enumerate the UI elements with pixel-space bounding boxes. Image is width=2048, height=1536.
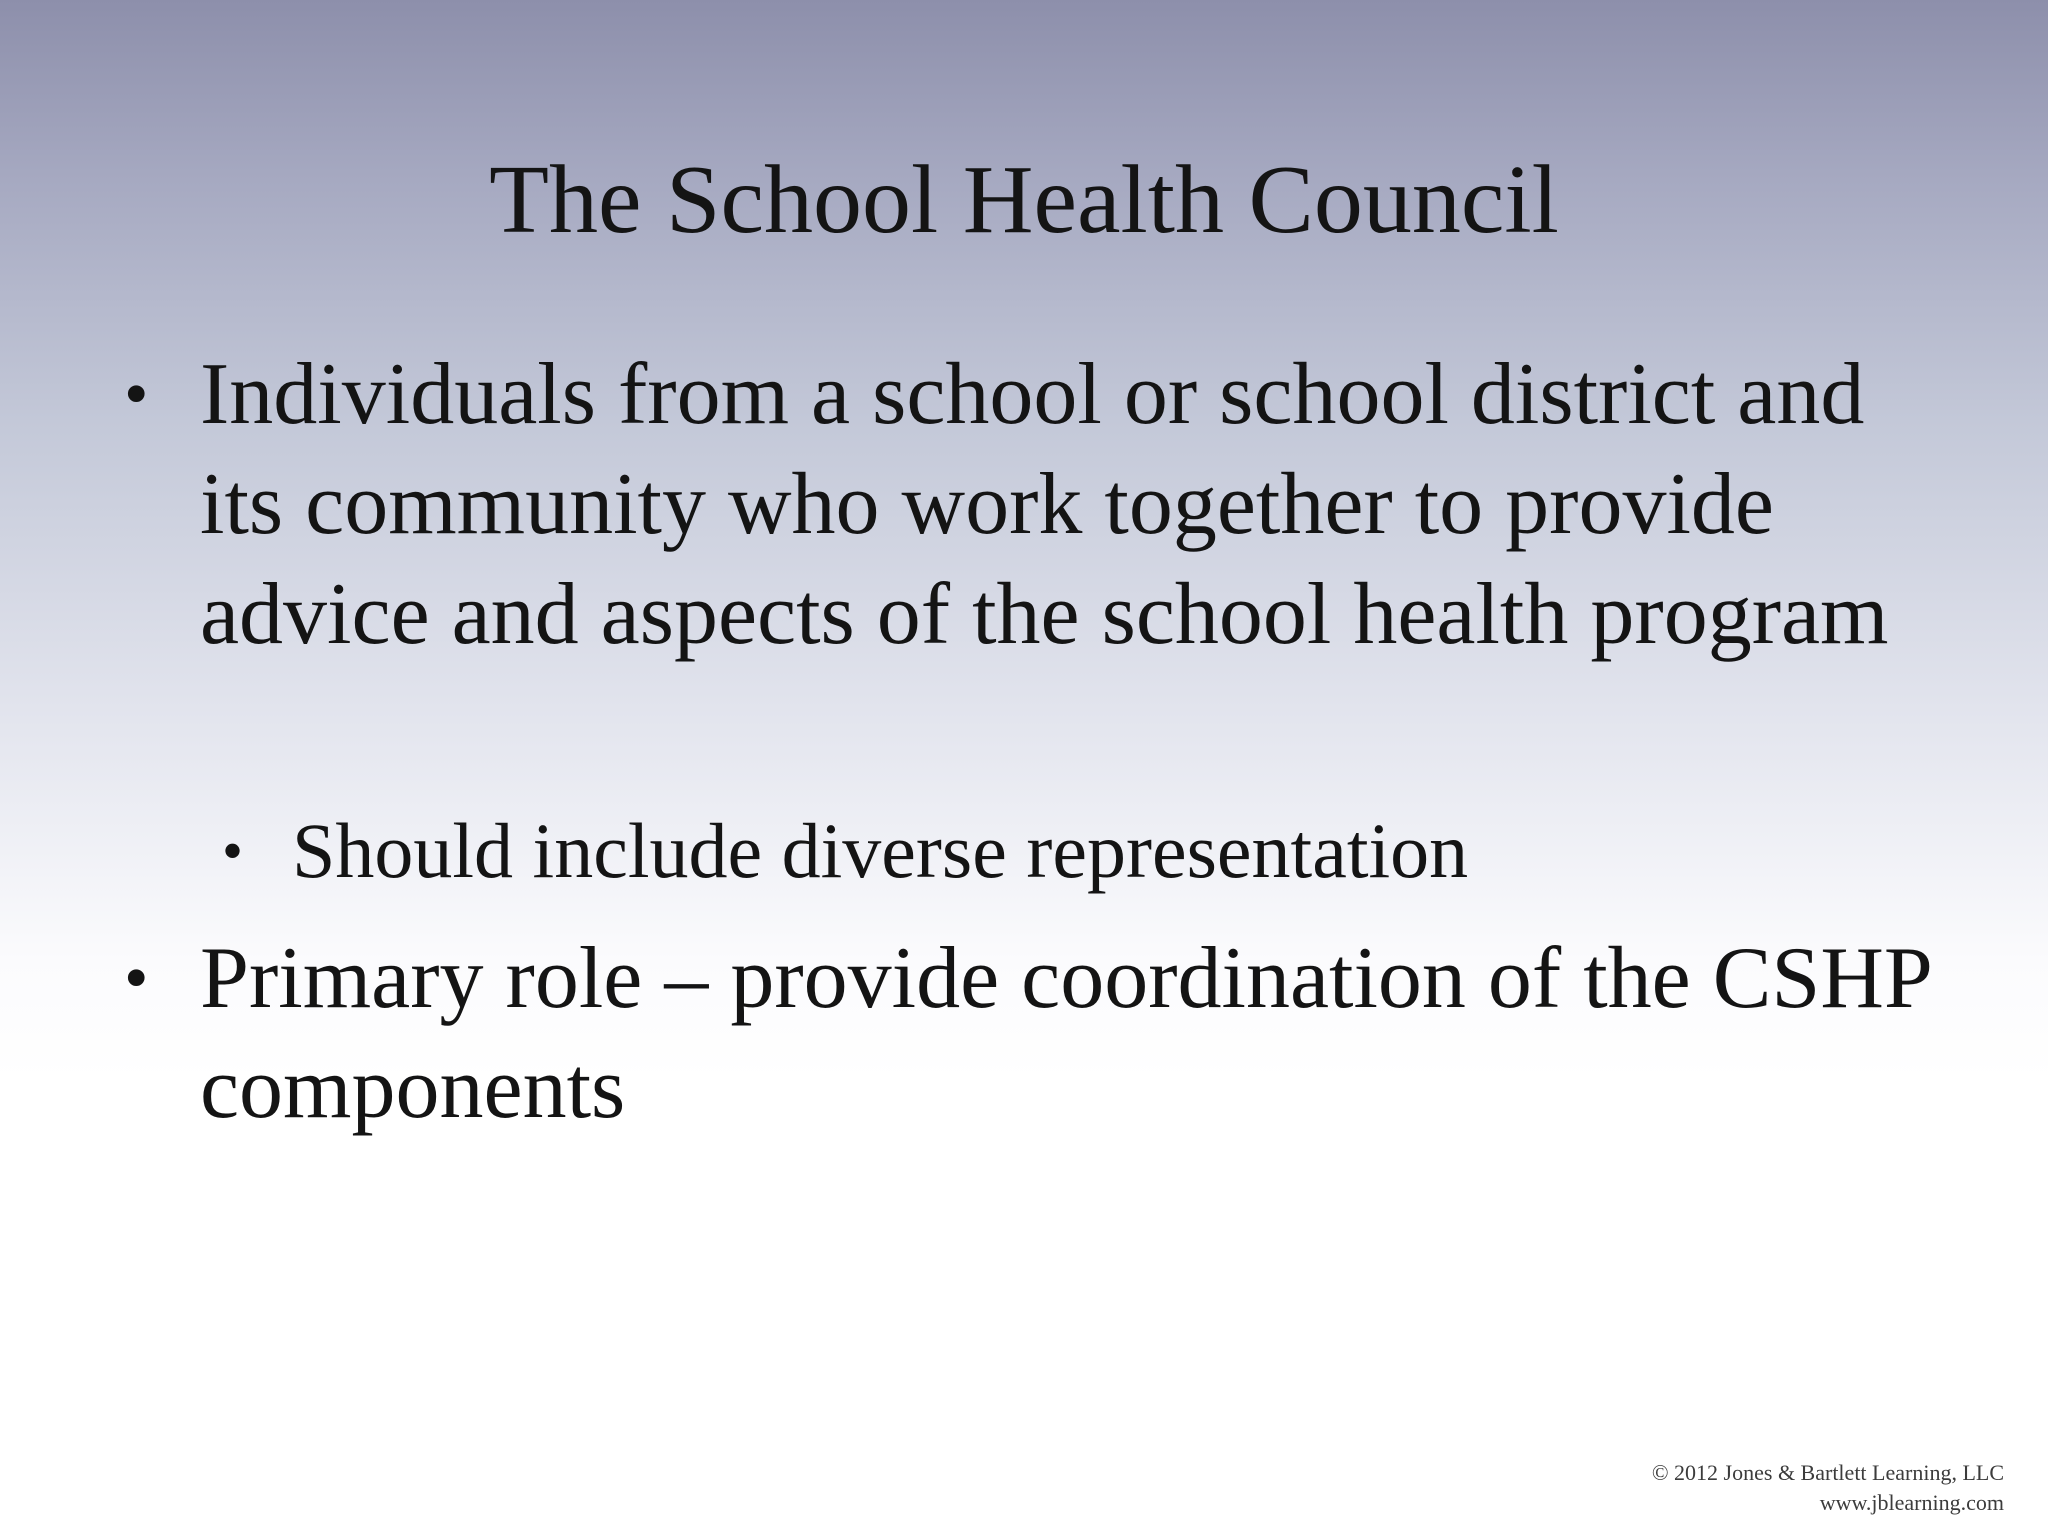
website-text: www.jblearning.com xyxy=(1819,1490,2004,1515)
bullet-item xyxy=(124,340,1960,670)
bullet-text: Primary role – provide coordination of the CSHP components xyxy=(200,930,1930,1137)
copyright-text: © 2012 Jones & Bartlett Learning, LLC xyxy=(1651,1460,2004,1485)
copyright-footer xyxy=(1652,1458,2004,1518)
bullet-marker: • xyxy=(124,356,149,433)
bullet-text: Individuals from a school or school district and its community who work together to provide advice and aspects of the school health program xyxy=(200,346,1889,663)
bullet-marker: • xyxy=(124,940,149,1017)
sub-bullet-text: Should include diverse representation xyxy=(292,807,1469,894)
sub-bullet-marker: • xyxy=(222,818,244,884)
sub-bullet-item xyxy=(222,796,1942,906)
slide-title: The School Health Council xyxy=(489,146,1559,254)
bullet-item xyxy=(124,924,1960,1144)
